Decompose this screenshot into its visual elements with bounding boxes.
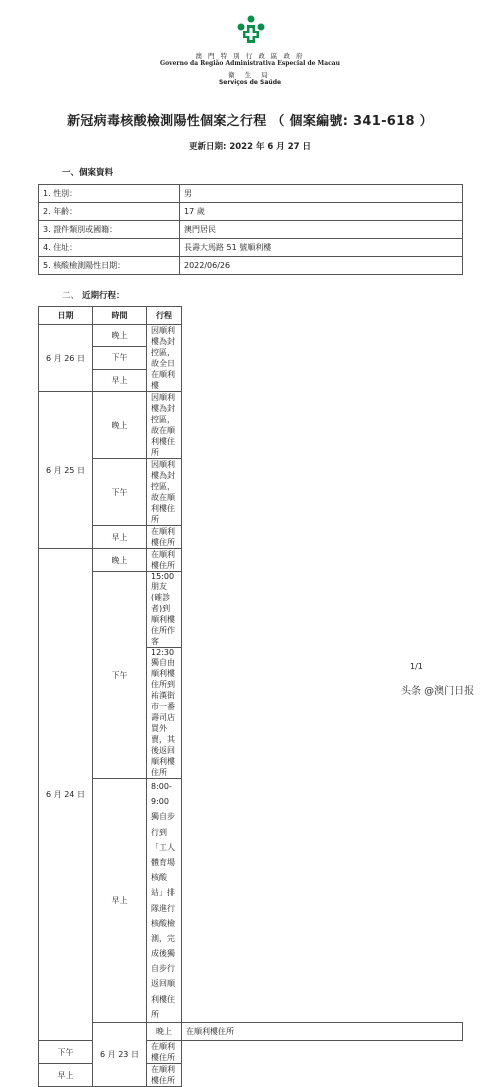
activity-cell: 在順利樓住所 bbox=[182, 1023, 463, 1041]
page-title: 新冠病毒核酸檢測陽性個案之行程 （ 個案編號: 341-618 ） bbox=[67, 114, 433, 129]
activity-cell: 在順利樓住所 bbox=[147, 526, 182, 549]
time-cell: 下午 bbox=[93, 347, 147, 369]
macau-health-logo bbox=[235, 14, 267, 46]
activity-cell: 因順利樓為封控區，故全日在順利樓 bbox=[147, 325, 182, 392]
org-name-zh: 澳 門 特 別 行 政 區 政 府 bbox=[195, 52, 305, 60]
activity-cell: 12:30 獨自由順利樓住所到祐漢街市一番壽司店買外賣，其後返回順利樓住所 bbox=[147, 648, 182, 779]
field-label: 性別： bbox=[53, 189, 78, 198]
section-label: 近期行程： bbox=[81, 291, 125, 301]
activity-cell: 因順利樓為封控區，故在順利樓住所 bbox=[147, 459, 182, 526]
table-row bbox=[39, 239, 463, 257]
activity-cell: 在順利樓住所 bbox=[147, 1041, 182, 1064]
table-row bbox=[39, 549, 463, 572]
time-cell: 晚上 bbox=[93, 549, 147, 572]
dept-name-zh: 衛 生 局 bbox=[228, 71, 272, 79]
date-cell: 6 月 24 日 bbox=[39, 549, 93, 1041]
section-itinerary-heading bbox=[62, 289, 125, 301]
activity-cell: 因順利樓為封控區，故在順利樓住所 bbox=[147, 392, 182, 459]
section-number: 二、 bbox=[62, 291, 80, 301]
row-number: 5. bbox=[43, 261, 51, 270]
table-row bbox=[39, 257, 463, 275]
page-number: 1/1 bbox=[410, 662, 423, 671]
source-watermark: 头条 @澳门日报 bbox=[398, 681, 477, 698]
activity-cell: 15:00 朋友(確診者)到順利樓住所作客 bbox=[147, 572, 182, 648]
case-info-table bbox=[38, 184, 463, 275]
time-cell: 早上 bbox=[93, 369, 147, 391]
org-name-pt: Governo da Região Administrativa Especial de Macau bbox=[160, 60, 340, 67]
time-cell: 晚上 bbox=[93, 325, 147, 347]
activity-cell: 在順利樓住所 bbox=[147, 1064, 182, 1087]
table-row bbox=[39, 347, 463, 369]
update-date: 更新日期: 2022 年 6 月 27 日 bbox=[188, 142, 312, 152]
dept-name-pt: Serviços de Saúde bbox=[218, 79, 282, 86]
table-row bbox=[39, 779, 463, 1023]
field-value: 17 歲 bbox=[180, 203, 463, 221]
table-row bbox=[39, 459, 463, 526]
field-value: 長壽大馬路 51 號順利樓 bbox=[180, 239, 463, 257]
field-label: 證件類別或國籍： bbox=[53, 225, 118, 234]
time-cell: 早上 bbox=[39, 1064, 93, 1087]
field-label: 核酸檢測陽性日期： bbox=[53, 261, 126, 270]
field-value: 男 bbox=[180, 185, 463, 203]
row-number: 2. bbox=[43, 207, 51, 216]
field-label: 住址： bbox=[53, 243, 78, 252]
row-number: 4. bbox=[43, 243, 51, 252]
time-cell: 晚上 bbox=[93, 392, 147, 459]
section-case-info-heading: 一、個案資料 bbox=[62, 168, 114, 178]
time-cell: 下午 bbox=[39, 1041, 93, 1064]
row-number: 1. bbox=[43, 189, 51, 198]
field-value: 2022/06/26 bbox=[180, 257, 463, 275]
table-row bbox=[39, 325, 463, 347]
activity-cell: 8:00-9:00 獨自步行到「工人體育場核酸站」排隊進行核酸檢測，完成後獨自步行返回順利樓住所 bbox=[147, 779, 182, 1023]
column-header-activity: 行程 bbox=[147, 307, 182, 325]
header-row bbox=[39, 307, 463, 325]
table-row bbox=[39, 185, 463, 203]
table-row bbox=[39, 572, 463, 648]
table-row bbox=[39, 369, 463, 391]
table-row bbox=[39, 392, 463, 459]
time-cell: 下午 bbox=[93, 459, 147, 526]
time-cell: 晚上 bbox=[147, 1023, 182, 1041]
column-header-time: 時間 bbox=[93, 307, 147, 325]
activity-cell: 在順利樓住所 bbox=[147, 549, 182, 572]
table-row bbox=[39, 203, 463, 221]
column-header-date: 日期 bbox=[39, 307, 93, 325]
field-label: 年齡： bbox=[53, 207, 78, 216]
time-cell: 早上 bbox=[93, 779, 147, 1023]
table-row bbox=[39, 1023, 463, 1041]
table-row bbox=[39, 221, 463, 239]
date-cell: 6 月 26 日 bbox=[39, 325, 93, 392]
date-cell: 6 月 23 日 bbox=[93, 1023, 147, 1087]
time-cell: 下午 bbox=[93, 572, 147, 779]
field-value: 澳門居民 bbox=[180, 221, 463, 239]
time-cell: 早上 bbox=[93, 526, 147, 549]
date-cell: 6 月 25 日 bbox=[39, 392, 93, 549]
row-number: 3. bbox=[43, 225, 51, 234]
table-row bbox=[39, 526, 463, 549]
